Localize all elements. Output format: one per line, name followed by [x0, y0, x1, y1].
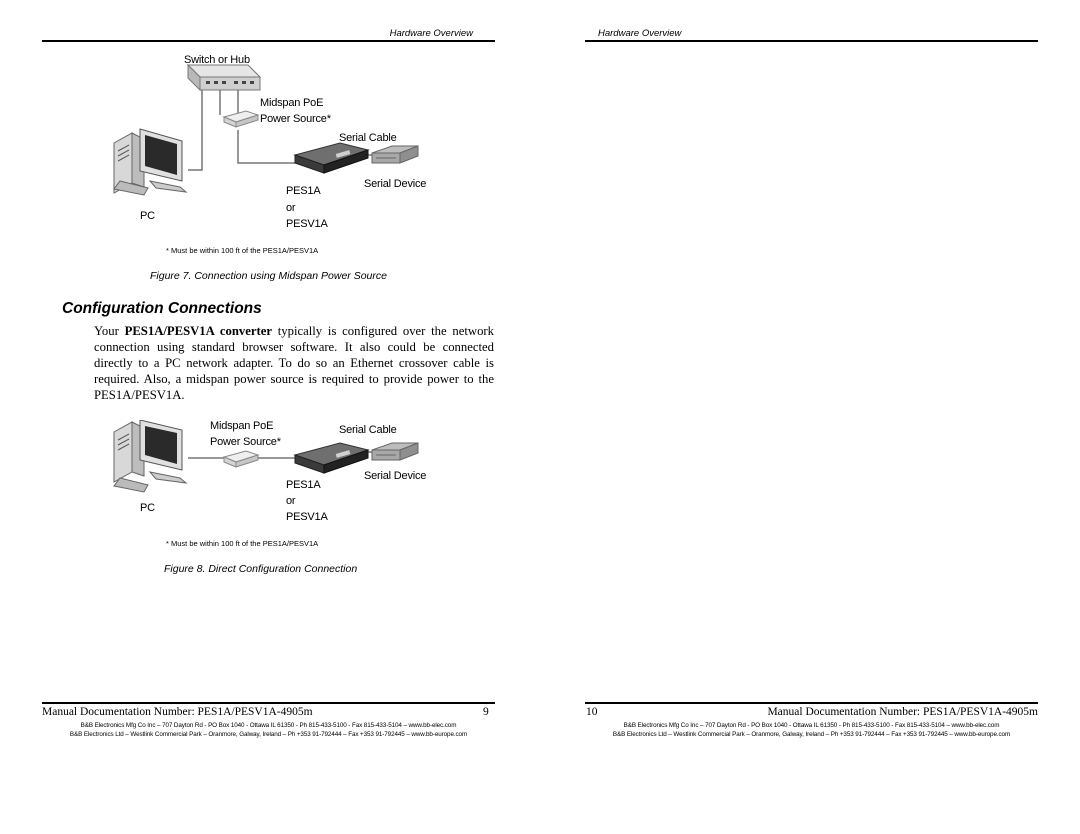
serial-device-icon	[372, 146, 418, 163]
right-page-number: 10	[586, 706, 598, 718]
left-doc-number: Manual Documentation Number: PES1A/PESV1A-4905m	[42, 706, 313, 718]
or-label: or	[286, 495, 296, 507]
pc-icon	[114, 420, 186, 492]
pesv1a-label: PESV1A	[286, 218, 328, 230]
midspan-label-line2: Power Source*	[210, 436, 281, 448]
pes1a-label: PES1A	[286, 185, 321, 197]
serial-cable-label: Serial Cable	[339, 132, 397, 144]
serial-cable-label: Serial Cable	[339, 424, 397, 436]
product-name-bold: PES1A/PESV1A converter	[124, 324, 272, 338]
right-footer-rule	[585, 702, 1038, 704]
midspan-label-line1: Midspan PoE	[210, 420, 274, 432]
pes1a-device-icon	[295, 443, 368, 473]
pes1a-device-icon	[295, 143, 368, 173]
midspan-poe-icon	[224, 111, 258, 127]
pc-label: PC	[140, 210, 155, 222]
right-header-rule	[585, 40, 1038, 42]
pesv1a-label: PESV1A	[286, 511, 328, 523]
pc-label: PC	[140, 502, 155, 514]
paragraph-lead: Your	[94, 324, 125, 338]
right-page-header: Hardware Overview	[598, 28, 682, 39]
figure-7-caption: Figure 7. Connection using Midspan Power Source	[150, 270, 387, 282]
paragraph-rest: typically is configured over the network connection using standard browser software. It also could be connected directly to a PC network adapter. To do so an Ethernet crossover cable is required. Also, a midspan power source is required to provide power to the PES1A/PESV1A.	[94, 324, 494, 402]
figure-7-note: * Must be within 100 ft of the PES1A/PESV1A	[166, 246, 319, 255]
pes1a-label: PES1A	[286, 479, 321, 491]
right-address-line1: B&B Electronics Mfg Co Inc – 707 Dayton Rd - PO Box 1040 - Ottawa IL 61350 - Ph 815-433-5100 - Fax 815-433-5104 – www.bb-elec.com	[623, 722, 1000, 729]
left-address-line1: B&B Electronics Mfg Co Inc – 707 Dayton Rd - PO Box 1040 - Ottawa IL 61350 - Ph 815-433-5100 - Fax 815-433-5104 – www.bb-elec.com	[80, 722, 457, 729]
serial-device-icon	[372, 443, 418, 460]
figure-8-note: * Must be within 100 ft of the PES1A/PESV1A	[166, 539, 319, 548]
left-page-number: 9	[483, 706, 489, 718]
left-footer-rule	[42, 702, 495, 704]
body-paragraph	[94, 324, 494, 404]
switch-hub-label: Switch or Hub	[184, 54, 250, 66]
left-header-rule	[42, 40, 495, 42]
left-page-header: Hardware Overview	[389, 28, 473, 39]
section-title: Configuration Connections	[62, 300, 262, 317]
switch-hub-icon	[188, 65, 260, 90]
or-label: or	[286, 202, 296, 214]
midspan-label-line1: Midspan PoE	[260, 97, 324, 109]
left-address-line2: B&B Electronics Ltd – Westlink Commercial Park – Oranmore, Galway, Ireland – Ph +353 91-792444 – Fax +353 91-792445 – www.bb-europe.com	[69, 731, 468, 738]
right-doc-number: Manual Documentation Number: PES1A/PESV1A-4905m	[767, 706, 1038, 718]
right-address-line2: B&B Electronics Ltd – Westlink Commercial Park – Oranmore, Galway, Ireland – Ph +353 91-792444 – Fax +353 91-792445 – www.bb-europe.com	[612, 731, 1011, 738]
figure-8-caption: Figure 8. Direct Configuration Connection	[164, 563, 358, 575]
midspan-poe-icon	[224, 451, 258, 467]
serial-device-label: Serial Device	[364, 470, 427, 482]
pc-icon	[114, 129, 186, 195]
midspan-label-line2: Power Source*	[260, 113, 331, 125]
serial-device-label: Serial Device	[364, 178, 427, 190]
